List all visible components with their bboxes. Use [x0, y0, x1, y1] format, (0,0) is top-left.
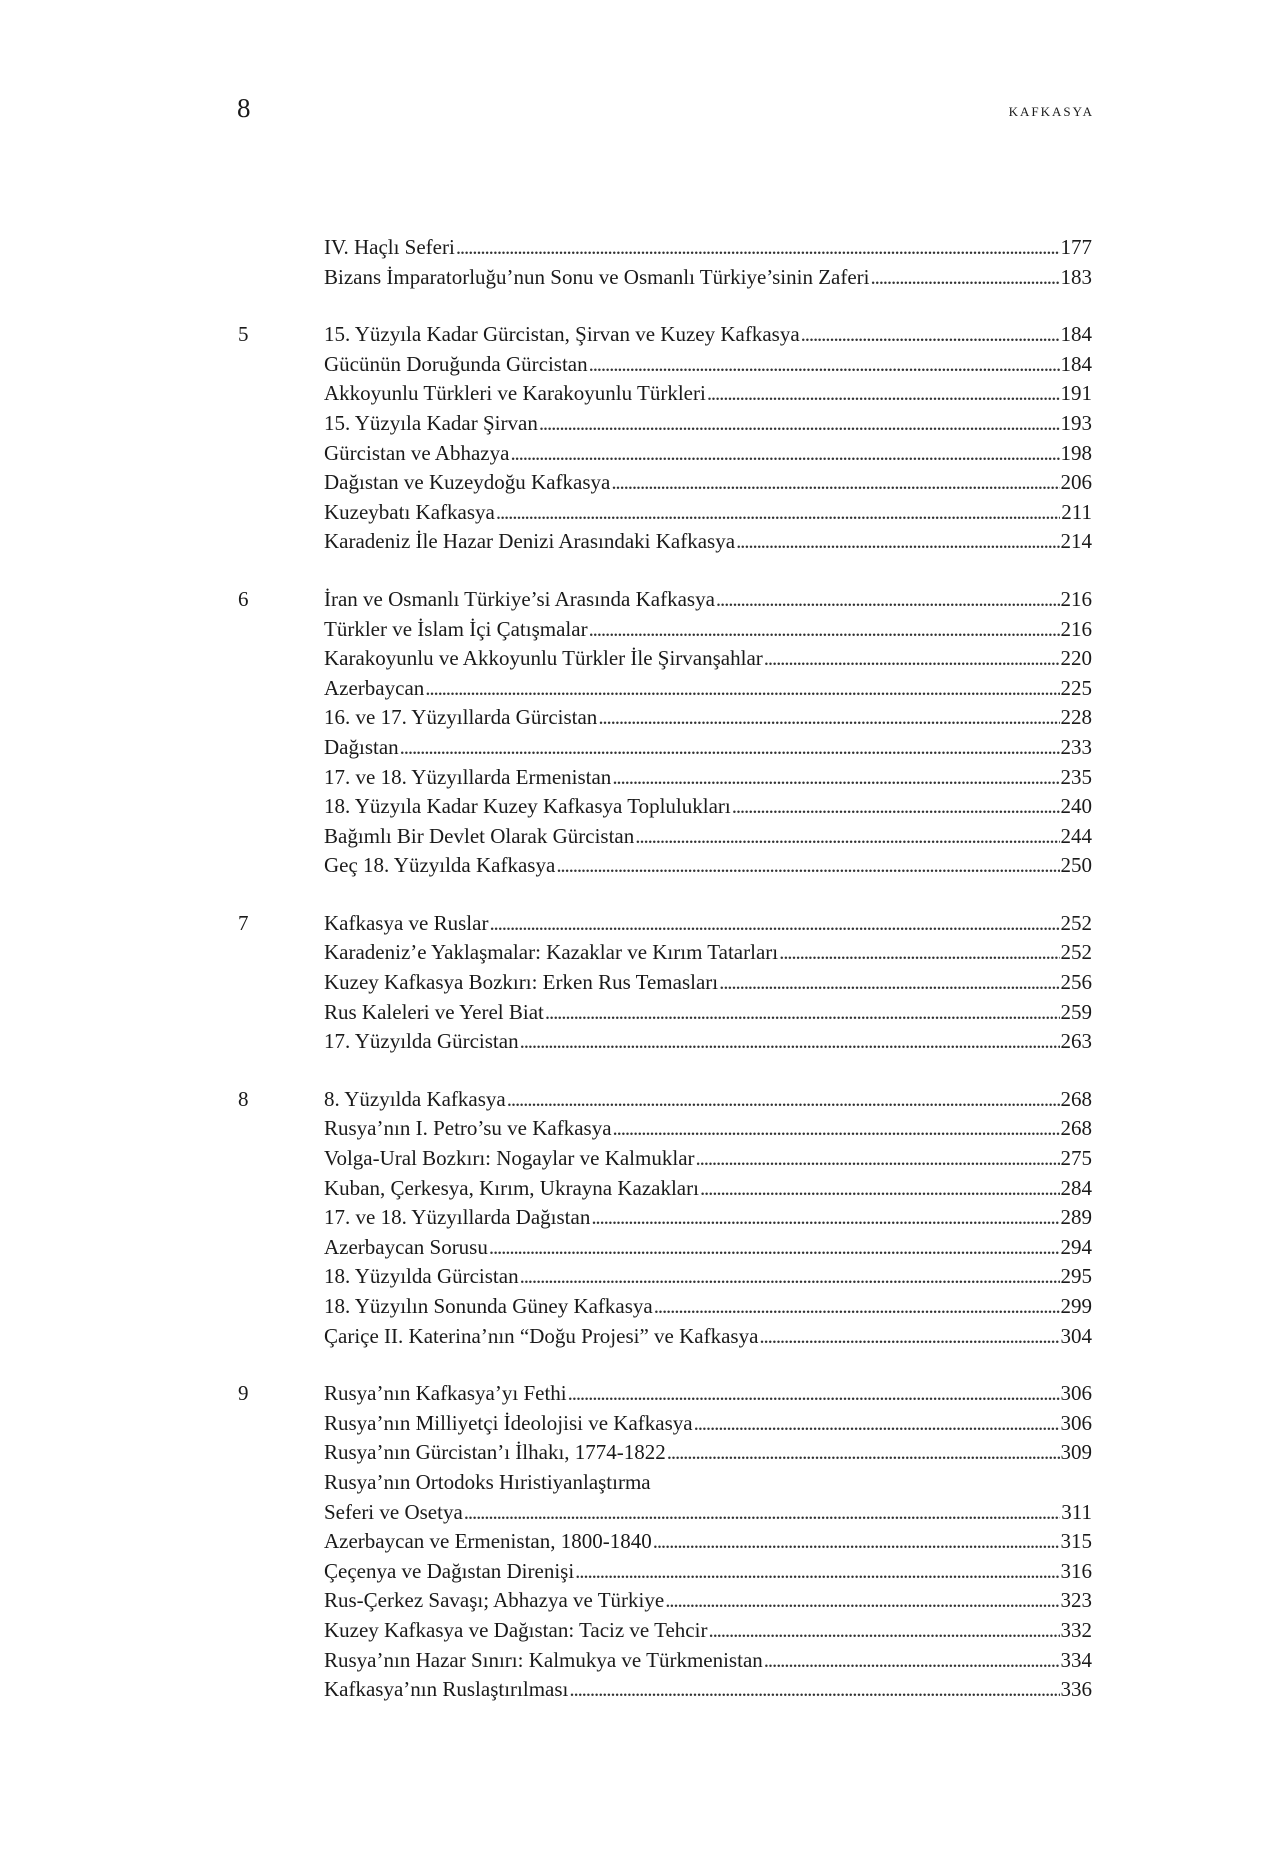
entry-page-number: 193: [1060, 410, 1092, 435]
dot-leader: [556, 851, 1059, 881]
entry-title: Bağımlı Bir Devlet Olarak Gürcistan: [324, 823, 635, 848]
chapter-group: [236, 320, 1092, 557]
entry-title: Rusya’nın Hazar Sınırı: Kalmukya ve Türkmenistan: [324, 1647, 763, 1672]
chapter-number: 6: [238, 586, 249, 611]
toc-entry: [236, 1468, 1092, 1498]
entry-title: IV. Haçlı Seferi: [324, 235, 455, 259]
entry-title: Kuzey Kafkasya Bozkırı: Erken Rus Temasları: [324, 970, 719, 995]
toc-entry: [236, 1527, 1092, 1557]
toc-entry: [236, 938, 1092, 968]
entry-page-number: 183: [1060, 264, 1092, 289]
entry-title: 15. Yüzyıla Kadar Şirvan: [324, 410, 538, 435]
entry-page-number: 211: [1061, 499, 1092, 524]
toc-entry: [236, 644, 1092, 674]
dot-leader: [665, 1586, 1059, 1616]
entry-page-number: 252: [1060, 910, 1092, 935]
dot-leader: [611, 468, 1059, 498]
entry-page-number: 235: [1060, 764, 1092, 789]
toc-entry: [236, 1114, 1092, 1144]
entry-page-number: 306: [1060, 1410, 1092, 1435]
entry-title: Seferi ve Osetya: [324, 1499, 463, 1524]
dot-leader: [510, 439, 1059, 469]
dot-leader: [653, 1527, 1060, 1557]
entry-title: Kuzey Kafkasya ve Dağıstan: Taciz ve Tehcir: [324, 1617, 708, 1642]
dot-leader: [589, 615, 1060, 645]
entry-title: Rusya’nın Gürcistan’ı İlhakı, 1774-1822: [324, 1440, 666, 1465]
toc-entry: [236, 233, 1092, 263]
table-of-contents: [236, 233, 1092, 1733]
entry-page-number: 323: [1060, 1588, 1092, 1613]
chapter-number: 9: [238, 1381, 249, 1406]
entry-title: Karakoyunlu ve Akkoyunlu Türkler İle Şirvanşahlar: [324, 646, 763, 671]
entry-page-number: 332: [1060, 1617, 1092, 1642]
dot-leader: [716, 585, 1060, 615]
chapter-number: 7: [238, 910, 249, 935]
toc-entry: [236, 615, 1092, 645]
entry-page-number: 252: [1060, 940, 1092, 965]
entry-title: Kuban, Çerkesya, Kırım, Ukrayna Kazakları: [324, 1175, 699, 1200]
entry-title: 15. Yüzyıla Kadar Gürcistan, Şirvan ve Kuzey Kafkasya: [324, 322, 800, 347]
entry-title: Kafkasya ve Ruslar: [324, 910, 489, 935]
dot-leader: [489, 909, 1059, 939]
dot-leader: [568, 1379, 1060, 1409]
chapter-group: [236, 1379, 1092, 1705]
entry-page-number: 228: [1060, 705, 1092, 730]
entry-page-number: 256: [1060, 970, 1092, 995]
entry-page-number: 306: [1060, 1381, 1092, 1406]
dot-leader: [520, 1262, 1060, 1292]
entry-page-number: 284: [1060, 1175, 1092, 1200]
dot-leader: [520, 1027, 1060, 1057]
entry-page-number: 214: [1060, 529, 1092, 554]
entry-title: Rusya’nın I. Petro’su ve Kafkasya: [324, 1116, 612, 1141]
entry-page-number: 316: [1060, 1558, 1092, 1583]
chapter-group: [236, 585, 1092, 881]
entry-page-number: 184: [1060, 351, 1092, 376]
toc-entry: [236, 527, 1092, 557]
entry-page-number: 263: [1060, 1029, 1092, 1054]
toc-entry: [236, 851, 1092, 881]
entry-page-number: 309: [1060, 1440, 1092, 1465]
dot-leader: [696, 1144, 1060, 1174]
entry-page-number: 184: [1060, 322, 1092, 347]
entry-title: İran ve Osmanlı Türkiye’si Arasında Kafkasya: [324, 586, 715, 611]
toc-entry: [236, 1027, 1092, 1057]
dot-leader: [764, 1646, 1060, 1676]
entry-title: Rusya’nın Ortodoks Hıristiyanlaştırma: [324, 1469, 651, 1494]
toc-entry: [236, 1144, 1092, 1174]
dot-leader: [569, 1675, 1059, 1705]
dot-leader: [700, 1174, 1060, 1204]
dot-leader: [871, 263, 1060, 293]
entry-page-number: 294: [1060, 1234, 1092, 1259]
entry-page-number: 240: [1060, 794, 1092, 819]
entry-title: Bizans İmparatorluğu’nun Sonu ve Osmanlı Türkiye’sinin Zaferi: [324, 264, 870, 289]
dot-leader: [612, 763, 1059, 793]
entry-page-number: 216: [1060, 616, 1092, 641]
toc-entry: [236, 1438, 1092, 1468]
dot-leader: [779, 938, 1059, 968]
entry-title: Çeçenya ve Dağıstan Direnişi: [324, 1558, 575, 1583]
entry-page-number: 275: [1060, 1146, 1092, 1171]
chapter-number: 8: [238, 1086, 249, 1111]
toc-entry: [236, 674, 1092, 704]
dot-leader: [764, 644, 1060, 674]
chapter-number: 5: [238, 322, 249, 347]
entry-page-number: 225: [1060, 675, 1092, 700]
entry-page-number: 268: [1060, 1086, 1092, 1111]
entry-page-number: 191: [1060, 381, 1092, 406]
dot-leader: [489, 1233, 1060, 1263]
toc-entry: [236, 1292, 1092, 1322]
entry-title: 18. Yüzyılda Gürcistan: [324, 1264, 519, 1289]
dot-leader: [613, 1114, 1060, 1144]
entry-page-number: 177: [1060, 235, 1092, 259]
entry-page-number: 250: [1060, 853, 1092, 878]
entry-title: Rusya’nın Milliyetçi İdeolojisi ve Kafkasya: [324, 1410, 693, 1435]
dot-leader: [507, 1085, 1060, 1115]
entry-title: Azerbaycan: [324, 675, 425, 700]
toc-entry: [236, 1586, 1092, 1616]
entry-title: 17. Yüzyılda Gürcistan: [324, 1029, 519, 1054]
toc-entry: [236, 1675, 1092, 1705]
dot-leader: [801, 320, 1060, 350]
entry-page-number: 220: [1060, 646, 1092, 671]
entry-title: Kafkasya’nın Ruslaştırılması: [324, 1677, 569, 1702]
dot-leader: [719, 968, 1059, 998]
entry-page-number: 233: [1060, 734, 1092, 759]
dot-leader: [759, 1322, 1059, 1352]
entry-page-number: 216: [1060, 586, 1092, 611]
dot-leader: [575, 1557, 1059, 1587]
entry-title: Azerbaycan ve Ermenistan, 1800-1840: [324, 1529, 652, 1554]
toc-entry: [236, 909, 1092, 939]
chapter-group: [236, 1085, 1092, 1351]
entry-title: Karadeniz İle Hazar Denizi Arasındaki Kafkasya: [324, 529, 736, 554]
toc-entry: [236, 350, 1092, 380]
entry-title: 16. ve 17. Yüzyıllarda Gürcistan: [324, 705, 598, 730]
dot-leader: [732, 792, 1060, 822]
toc-entry: [236, 763, 1092, 793]
toc-entry: [236, 1203, 1092, 1233]
entry-title: Rus Kaleleri ve Yerel Biat: [324, 999, 544, 1024]
dot-leader: [539, 409, 1060, 439]
entry-title: Volga-Ural Bozkırı: Nogaylar ve Kalmuklar: [324, 1146, 695, 1171]
dot-leader: [654, 1292, 1060, 1322]
dot-leader: [667, 1438, 1060, 1468]
entry-page-number: 311: [1061, 1499, 1092, 1524]
entry-title: 18. Yüzyılın Sonunda Güney Kafkasya: [324, 1294, 653, 1318]
entry-page-number: 304: [1060, 1323, 1092, 1348]
toc-entry: [236, 263, 1092, 293]
dot-leader: [707, 379, 1060, 409]
dot-leader: [591, 1203, 1059, 1233]
toc-entry: [236, 1646, 1092, 1676]
entry-page-number: 336: [1060, 1677, 1092, 1702]
entry-title: Azerbaycan Sorusu: [324, 1234, 488, 1259]
dot-leader: [425, 674, 1059, 704]
entry-page-number: 315: [1060, 1529, 1092, 1554]
dot-leader: [400, 733, 1060, 763]
toc-entry: [236, 1085, 1092, 1115]
entry-page-number: 295: [1060, 1264, 1092, 1289]
dot-leader: [545, 998, 1060, 1028]
entry-title: Çariçe II. Katerina’nın “Doğu Projesi” ve Kafkasya: [324, 1323, 759, 1348]
toc-entry: [236, 792, 1092, 822]
entry-page-number: 289: [1060, 1205, 1092, 1230]
dot-leader: [456, 233, 1060, 263]
toc-entry: [236, 822, 1092, 852]
entry-page-number: 244: [1060, 823, 1092, 848]
toc-entry: [236, 1498, 1092, 1528]
entry-title: 8. Yüzyılda Kafkasya: [324, 1086, 506, 1111]
toc-entry: [236, 1174, 1092, 1204]
entry-title: 17. ve 18. Yüzyıllarda Dağıstan: [324, 1205, 591, 1230]
toc-entry: [236, 1616, 1092, 1646]
toc-entry: [236, 998, 1092, 1028]
entry-page-number: 299: [1060, 1294, 1092, 1318]
entry-title: Türkler ve İslam İçi Çatışmalar: [324, 616, 588, 641]
entry-title: 18. Yüzyıla Kadar Kuzey Kafkasya Toplulukları: [324, 794, 731, 819]
entry-title: Gürcistan ve Abhazya: [324, 440, 510, 465]
dot-leader: [598, 703, 1059, 733]
running-head: KAFKASYA: [1008, 104, 1094, 119]
entry-title: Dağıstan ve Kuzeydoğu Kafkasya: [324, 470, 611, 495]
toc-entry: [236, 379, 1092, 409]
toc-entry: [236, 409, 1092, 439]
toc-entry: [236, 320, 1092, 350]
toc-entry: [236, 968, 1092, 998]
entry-title: Rusya’nın Kafkasya’yı Fethi: [324, 1381, 567, 1406]
toc-entry: [236, 498, 1092, 528]
page-number: 8: [237, 93, 251, 123]
toc-entry: [236, 1557, 1092, 1587]
toc-entry: [236, 1233, 1092, 1263]
chapter-group: [236, 909, 1092, 1057]
dot-leader: [589, 350, 1060, 380]
dot-leader: [464, 1498, 1060, 1528]
entry-page-number: 268: [1060, 1116, 1092, 1141]
entry-page-number: 206: [1060, 470, 1092, 495]
chapter-group: [236, 233, 1092, 292]
toc-entry: [236, 733, 1092, 763]
entry-page-number: 334: [1060, 1647, 1092, 1672]
toc-entry: [236, 439, 1092, 469]
toc-entry: [236, 1322, 1092, 1352]
entry-title: Karadeniz’e Yaklaşmalar: Kazaklar ve Kırım Tatarları: [324, 940, 779, 965]
dot-leader: [694, 1409, 1060, 1439]
toc-entry: [236, 468, 1092, 498]
entry-page-number: 198: [1060, 440, 1092, 465]
dot-leader: [708, 1616, 1059, 1646]
entry-title: 17. ve 18. Yüzyıllarda Ermenistan: [324, 764, 612, 789]
toc-entry: [236, 703, 1092, 733]
dot-leader: [736, 527, 1059, 557]
dot-leader: [496, 498, 1060, 528]
entry-title: Dağıstan: [324, 734, 399, 759]
dot-leader: [635, 822, 1059, 852]
toc-entry: [236, 1262, 1092, 1292]
entry-title: Akkoyunlu Türkleri ve Karakoyunlu Türkleri: [324, 381, 706, 406]
entry-title: Gücünün Doruğunda Gürcistan: [324, 351, 588, 376]
entry-title: Geç 18. Yüzyılda Kafkasya: [324, 853, 556, 878]
toc-entry: [236, 585, 1092, 615]
toc-entry: [236, 1409, 1092, 1439]
toc-entry: [236, 1379, 1092, 1409]
entry-page-number: 259: [1060, 999, 1092, 1024]
entry-title: Rus-Çerkez Savaşı; Abhazya ve Türkiye: [324, 1588, 665, 1613]
entry-title: Kuzeybatı Kafkasya: [324, 499, 495, 524]
